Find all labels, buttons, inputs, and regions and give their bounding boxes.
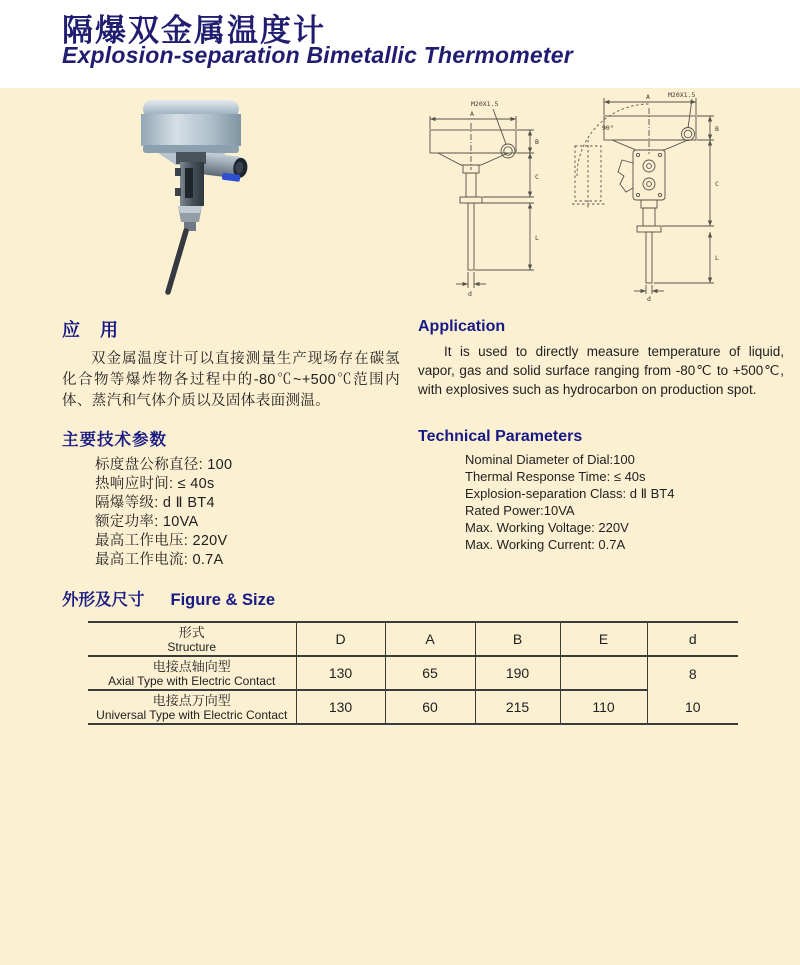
dim-c-label: C	[715, 180, 719, 188]
dim-cell: 10	[647, 690, 738, 724]
figure-size-table	[88, 621, 738, 725]
dim-cell: 65	[385, 656, 475, 690]
structure-header-cell	[88, 622, 296, 656]
table-row-axial	[88, 656, 738, 690]
dim-a-label: A	[646, 93, 650, 101]
parameters-heading-en: Technical Parameters	[418, 428, 583, 445]
dim-cell: 60	[385, 690, 475, 724]
table-header-row	[88, 622, 738, 656]
page-title-en: Explosion-separation Bimetallic Thermometer	[62, 42, 573, 68]
dim-cell	[560, 656, 647, 690]
figure-size-heading	[62, 586, 762, 610]
application-section-zh	[62, 316, 400, 412]
rotated-position-outline	[572, 104, 649, 208]
dim-b-label: B	[535, 138, 539, 146]
dim-b-label: B	[715, 125, 719, 133]
parameters-list-en	[465, 451, 788, 553]
dim-l-label: L	[715, 254, 719, 262]
contact-mechanism	[175, 152, 206, 206]
parameter-item: Rated Power:10VA	[465, 503, 575, 518]
dim-c-label: C	[535, 173, 539, 181]
thread-size-label: M20X1.5	[471, 100, 499, 108]
dim-d-label: d	[647, 295, 651, 303]
table-row-universal	[88, 690, 738, 724]
application-body-en: It is used to directly measure temperature of liquid, vapor, gas and solid surface ranging from -80℃ to +500℃, with explosives such as hydrocarbon on production spot.	[418, 344, 784, 397]
parameter-item: 最高工作电流: 0.7A	[95, 552, 224, 568]
dim-cell: 130	[296, 656, 385, 690]
parameter-item: Thermal Response Time: ≤ 40s	[465, 469, 646, 484]
application-heading-zh: 应 用	[62, 320, 119, 340]
parameters-section-zh	[62, 426, 402, 570]
application-heading-en: Application	[418, 318, 506, 335]
parameters-heading-zh: 主要技术参数	[62, 431, 167, 449]
parameters-list-zh	[95, 456, 402, 570]
dim-cell: 8	[647, 656, 738, 690]
dim-l-label: L	[535, 234, 539, 242]
parameter-item: Nominal Diameter of Dial:100	[465, 452, 635, 467]
page-title-zh: 隔爆双金属温度计	[62, 13, 326, 48]
parameter-item: Explosion-separation Class: d Ⅱ BT4	[465, 486, 675, 501]
parameter-item: Max. Working Voltage: 220V	[465, 520, 629, 535]
col-header-B: B	[475, 622, 560, 656]
type-cell	[88, 656, 296, 690]
col-header-A: A	[385, 622, 475, 656]
figure-size-heading-en: Figure & Size	[170, 591, 276, 609]
dim-cell: 110	[560, 690, 647, 724]
structure-header-en: Structure	[167, 639, 217, 654]
type-cell	[88, 690, 296, 724]
content-panel	[0, 88, 800, 965]
parameter-item: 额定功率: 10VA	[95, 514, 199, 530]
thread-size-label: M20X1.5	[668, 91, 696, 99]
parameter-item: Max. Working Current: 0.7A	[465, 537, 626, 552]
dim-a-label: A	[470, 110, 474, 118]
dim-cell: 190	[475, 656, 560, 690]
type-name-en: Universal Type with Electric Contact	[96, 707, 288, 722]
application-section-en	[418, 318, 784, 399]
structure-header-zh: 形式	[178, 624, 205, 640]
type-name-zh: 电接点万向型	[152, 692, 231, 708]
col-header-E: E	[560, 622, 647, 656]
col-header-D: D	[296, 622, 385, 656]
dim-d-label: d	[468, 290, 472, 298]
parameter-item: 标度盘公称直径: 100	[95, 457, 233, 473]
product-photo	[130, 96, 330, 301]
type-name-zh: 电接点轴向型	[152, 658, 231, 674]
angle-label: 90°	[602, 124, 614, 132]
dim-cell: 130	[296, 690, 385, 724]
dim-cell: 215	[475, 690, 560, 724]
universal-type-drawing	[572, 88, 742, 303]
hex-fitting	[178, 206, 202, 231]
type-name-en: Axial Type with Electric Contact	[108, 673, 276, 688]
cable-entry-port	[199, 152, 249, 183]
col-header-d: d	[647, 622, 738, 656]
application-body-zh: 双金属温度计可以直接测量生产现场存在碳氢化合物等爆炸物各过程中的-80℃~+500℃范围内体、蒸汽和气体介质以及固体表面测温。	[62, 351, 400, 409]
figure-size-section	[62, 586, 762, 725]
axial-type-drawing	[413, 95, 553, 305]
probe-stem	[168, 231, 186, 292]
parameter-item: 隔爆等级: d Ⅱ BT4	[95, 495, 215, 511]
figure-size-heading-zh: 外形及尺寸	[62, 591, 145, 609]
parameters-section-en	[418, 428, 788, 553]
parameter-item: 热响应时间: ≤ 40s	[95, 476, 215, 492]
parameter-item: 最高工作电压: 220V	[95, 533, 228, 549]
